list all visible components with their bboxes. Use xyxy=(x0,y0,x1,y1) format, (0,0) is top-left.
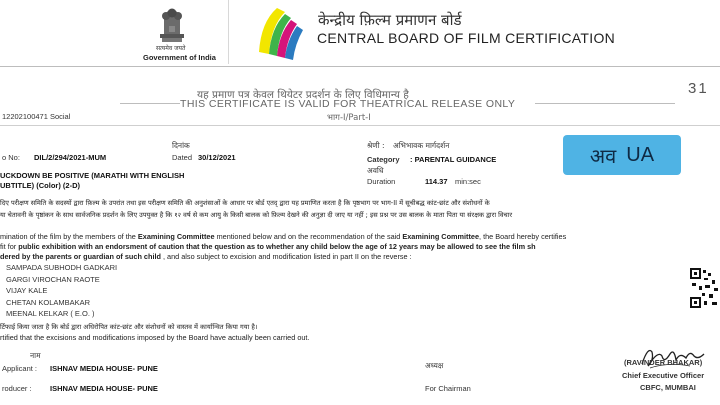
date-label: Dated xyxy=(172,153,193,162)
header-divider xyxy=(228,0,229,64)
body-english-line3 xyxy=(0,252,412,261)
applicant-label-hindi: नाम xyxy=(30,351,41,360)
category-value: : PARENTAL GUIDANCE xyxy=(410,155,497,164)
body-en-1d: Examining Committee xyxy=(402,232,480,241)
certification-note-english: rtified that the excisions and modifications imposed by the Board have actually been carried out. xyxy=(0,333,310,342)
signatory-title: Chief Executive Officer xyxy=(622,371,705,380)
body-en-2b: public exhibition with an endorsment of caution that the question as to whether any child below the age of 12 years may be allowed to see the film sh xyxy=(18,242,536,251)
part-label: भाग-I/Part-I xyxy=(327,113,371,123)
category-value-hindi: अभिभावक मार्गदर्शन xyxy=(393,141,450,150)
validity-hindi: यह प्रमाण पत्र केवल थियेटर प्रदर्शन के लिए विधिमान्य है xyxy=(197,89,409,101)
committee-member: VIJAY KALE xyxy=(6,286,48,295)
producer-value: ISHNAV MEDIA HOUSE- PUNE xyxy=(50,384,158,393)
reference-rule xyxy=(0,125,720,126)
file-no-label: o No: xyxy=(2,153,20,162)
satyameva-jayate-text: सत्यमेव जयते xyxy=(156,45,186,52)
film-title-line1: UCKDOWN BE POSITIVE (MARATHI WITH ENGLISH xyxy=(0,171,185,180)
body-en-3a: dered by the parents or guardian of such child xyxy=(0,252,161,261)
chairman-label-hindi: अध्यक्ष xyxy=(425,361,444,370)
committee-member: GARGI VIROCHAN RAOTE xyxy=(6,274,100,284)
state-emblem-icon xyxy=(152,4,192,46)
validity-rule-left xyxy=(120,103,180,104)
producer-label: roducer : xyxy=(2,384,32,393)
committee-member: SAMPADA SUBHODH GADKARI xyxy=(6,263,118,272)
certificate-number: 31 xyxy=(688,80,709,97)
body-hindi-line2: या चेतावनी के पृष्ठांकन के साथ सार्वजनिक प्रदर्शन के लिए उपयुक्त है कि १२ वर्ष से कम आयु के किसी बालक को फ़िल्म देखने की अनुज्ञा दी जाए या नहीं ; इस प्रश्न पर उस बालक के माता पिता या संरक्षक द्वारा विचार xyxy=(0,211,513,219)
duration-label: Duration xyxy=(367,177,396,186)
body-english-line1 xyxy=(0,232,566,241)
body-en-1a: mination of the film by the members of the xyxy=(0,232,138,241)
committee-member: MEENAL KELKAR ( E.O. ) xyxy=(6,309,95,318)
rating-badge xyxy=(563,135,681,175)
date-value: 30/12/2021 xyxy=(198,153,236,162)
duration-label-hindi: अवधि xyxy=(367,166,384,175)
duration-unit: min:sec xyxy=(455,177,481,186)
signatory-name: (RAVINDER BHAKAR) xyxy=(624,358,703,367)
rating-english: UA xyxy=(626,143,655,166)
board-name-hindi: केन्द्रीय फ़िल्म प्रमाणन बोर्ड xyxy=(318,11,462,29)
govt-of-india-label: Government of India xyxy=(143,53,216,62)
signature-icon xyxy=(638,342,713,372)
qr-code-icon xyxy=(690,268,720,310)
body-english-line2 xyxy=(0,242,536,251)
certification-note-hindi: र्टिफाई किया जाता है कि बोर्ड द्वारा अधिरोपित कांट-छांट और संशोधनों को वास्तव में कार्यान्वित किया गया है। xyxy=(0,323,258,331)
applicant-label: Applicant : xyxy=(2,364,38,373)
cbfc-logo-icon xyxy=(255,2,305,62)
rating-hindi: अव xyxy=(589,143,617,168)
film-title-line2: UBTITLE) (Color) (2-D) xyxy=(0,181,80,190)
validity-english: THIS CERTIFICATE IS VALID FOR THEATRICAL RELEASE ONLY xyxy=(180,98,516,110)
duration-value: 114.37 xyxy=(425,177,448,186)
body-hindi-line1: दिए परीक्षण समिति के सदस्यों द्वारा फ़िल्म के उपरांत तथा इस परीक्षण समिति की अनुशंसाओं के आधार पर बोर्ड एतद् द्वारा यह प्रमाणित करता है कि पृष्ठभाग पर भाग-II में सूचीबद्ध कांट-छांट और संशोधनों के xyxy=(0,199,490,207)
category-label: Category xyxy=(367,155,400,164)
category-label-hindi: श्रेणी : xyxy=(367,141,385,150)
body-en-2a: fit for xyxy=(0,242,19,251)
committee-member: CHETAN KOLAMBAKAR xyxy=(6,297,91,307)
chairman-label: For Chairman xyxy=(425,384,471,393)
body-en-1b: Examining Committee xyxy=(137,232,215,241)
body-en-1e: , the Board hereby certifies xyxy=(479,232,567,241)
body-en-3b: , and also subject to excision and modification listed in part II on the reverse : xyxy=(160,252,412,261)
reference-number: 12202100471 Social xyxy=(2,112,71,121)
header-rule xyxy=(0,66,720,67)
applicant-value: ISHNAV MEDIA HOUSE- PUNE xyxy=(50,364,158,373)
validity-rule-right xyxy=(535,103,675,104)
committee-list xyxy=(6,262,117,320)
signatory-office: CBFC, MUMBAI xyxy=(640,383,696,392)
date-label-hindi: दिनांक xyxy=(172,141,190,150)
body-en-1c: mentioned below and on the recommendation of the said xyxy=(214,232,403,241)
file-no-value: DIL/2/294/2021-MUM xyxy=(34,153,107,162)
board-name-english: CENTRAL BOARD OF FILM CERTIFICATION xyxy=(317,30,616,46)
